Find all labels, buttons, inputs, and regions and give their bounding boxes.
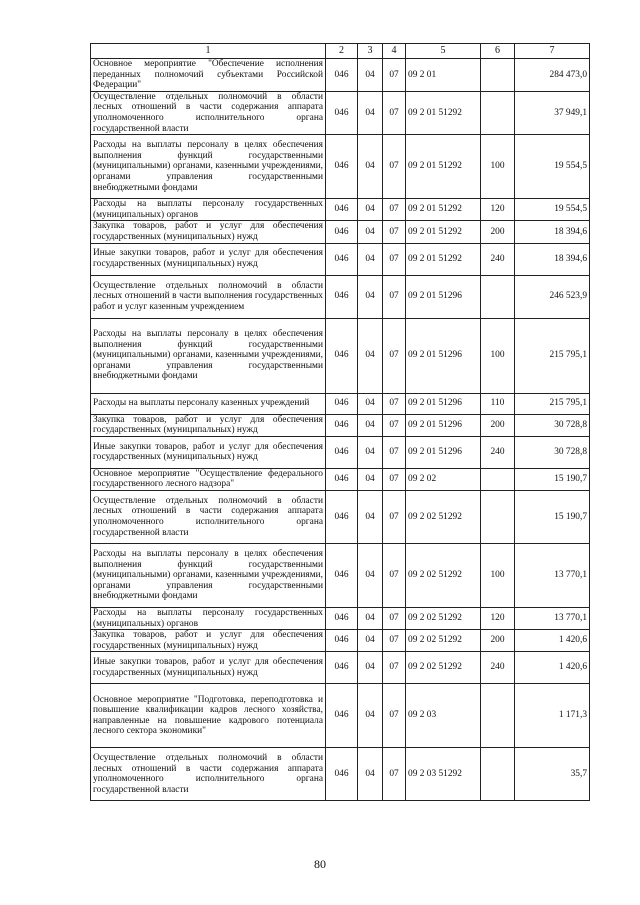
header-col-1: 1 (91, 44, 326, 59)
table-row (91, 684, 590, 748)
table-row (91, 91, 590, 134)
cell-csr: 09 2 03 51292 (406, 748, 481, 801)
cell-vr (481, 468, 515, 490)
cell-rz: 04 (358, 91, 383, 134)
cell-sum: 13 770,1 (515, 607, 590, 629)
cell-rz: 04 (358, 490, 383, 543)
table-row (91, 748, 590, 801)
cell-sum: 215 795,1 (515, 318, 590, 393)
cell-vr (481, 684, 515, 748)
cell-name: Основное мероприятие "Осуществление федерального государственного лесного надзора" (91, 468, 326, 490)
cell-csr: 09 2 01 51296 (406, 318, 481, 393)
cell-vr: 120 (481, 607, 515, 629)
cell-ved: 046 (326, 393, 358, 414)
cell-pr: 07 (383, 684, 406, 748)
cell-ved: 046 (326, 199, 358, 221)
cell-name: Расходы на выплаты персоналу государственных (муниципальных) органов (91, 607, 326, 629)
cell-ved: 046 (326, 468, 358, 490)
cell-name: Расходы на выплаты персоналу казенных учреждений (91, 393, 326, 414)
cell-pr: 07 (383, 318, 406, 393)
table-row (91, 630, 590, 652)
cell-sum: 15 190,7 (515, 490, 590, 543)
cell-name: Основное мероприятие "Подготовка, переподготовка и повышение квалификации кадров лесного хозяйства, направленные на повышение кадрового потенциала лесного сектора экономики" (91, 684, 326, 748)
cell-pr: 07 (383, 243, 406, 275)
cell-sum: 246 523,9 (515, 275, 590, 318)
cell-name: Осуществление отдельных полномочий в области лесных отношений в части содержания аппарата уполномоченного исполнительного органа государственной власти (91, 748, 326, 801)
cell-ved: 046 (326, 243, 358, 275)
cell-rz: 04 (358, 543, 383, 607)
cell-sum: 30 728,8 (515, 436, 590, 468)
cell-sum: 37 949,1 (515, 91, 590, 134)
cell-rz: 04 (358, 59, 383, 92)
table-row (91, 436, 590, 468)
cell-vr: 110 (481, 393, 515, 414)
cell-csr: 09 2 01 51296 (406, 414, 481, 436)
cell-rz: 04 (358, 199, 383, 221)
table-row (91, 607, 590, 629)
cell-ved: 046 (326, 652, 358, 684)
cell-pr: 07 (383, 607, 406, 629)
cell-pr: 07 (383, 135, 406, 199)
cell-csr: 09 2 02 51292 (406, 490, 481, 543)
cell-ved: 046 (326, 221, 358, 243)
cell-rz: 04 (358, 607, 383, 629)
cell-vr (481, 59, 515, 92)
cell-sum: 1 420,6 (515, 652, 590, 684)
cell-name: Иные закупки товаров, работ и услуг для обеспечения государственных (муниципальных) нужд (91, 652, 326, 684)
cell-csr: 09 2 01 51292 (406, 91, 481, 134)
cell-name: Закупка товаров, работ и услуг для обеспечения государственных (муниципальных) нужд (91, 630, 326, 652)
page-number: 80 (314, 857, 326, 871)
cell-name: Закупка товаров, работ и услуг для обеспечения государственных (муниципальных) нужд (91, 414, 326, 436)
cell-pr: 07 (383, 748, 406, 801)
header-col-7: 7 (515, 44, 590, 59)
cell-pr: 07 (383, 91, 406, 134)
header-col-3: 3 (358, 44, 383, 59)
cell-pr: 07 (383, 414, 406, 436)
header-col-2: 2 (326, 44, 358, 59)
budget-table (90, 43, 590, 801)
cell-ved: 046 (326, 414, 358, 436)
cell-csr: 09 2 03 (406, 684, 481, 748)
cell-ved: 046 (326, 607, 358, 629)
cell-ved: 046 (326, 436, 358, 468)
cell-vr: 120 (481, 199, 515, 221)
cell-csr: 09 2 02 51292 (406, 607, 481, 629)
cell-pr: 07 (383, 393, 406, 414)
cell-rz: 04 (358, 468, 383, 490)
table-row (91, 221, 590, 243)
table-row (91, 135, 590, 199)
cell-vr: 100 (481, 318, 515, 393)
cell-pr: 07 (383, 652, 406, 684)
cell-vr: 100 (481, 135, 515, 199)
cell-ved: 046 (326, 630, 358, 652)
cell-csr: 09 2 01 (406, 59, 481, 92)
cell-vr: 200 (481, 630, 515, 652)
cell-rz: 04 (358, 652, 383, 684)
cell-name: Расходы на выплаты персоналу в целях обеспечения выполнения функций государственными (муниципальными) органами, казенными учреждениями, органами управления государственными внебюджетными фондами (91, 318, 326, 393)
cell-pr: 07 (383, 468, 406, 490)
table-row (91, 199, 590, 221)
table-row (91, 414, 590, 436)
cell-ved: 046 (326, 91, 358, 134)
cell-csr: 09 2 01 51296 (406, 393, 481, 414)
cell-sum: 1 420,6 (515, 630, 590, 652)
cell-name: Осуществление отдельных полномочий в области лесных отношений в части выполнения государственных работ и услуг казенным учреждением (91, 275, 326, 318)
header-col-6: 6 (481, 44, 515, 59)
cell-pr: 07 (383, 221, 406, 243)
cell-rz: 04 (358, 135, 383, 199)
cell-pr: 07 (383, 275, 406, 318)
cell-name: Иные закупки товаров, работ и услуг для обеспечения государственных (муниципальных) нужд (91, 436, 326, 468)
cell-ved: 046 (326, 490, 358, 543)
cell-rz: 04 (358, 684, 383, 748)
cell-name: Расходы на выплаты персоналу государственных (муниципальных) органов (91, 199, 326, 221)
table-row (91, 393, 590, 414)
cell-csr: 09 2 02 (406, 468, 481, 490)
cell-name: Закупка товаров, работ и услуг для обеспечения государственных (муниципальных) нужд (91, 221, 326, 243)
cell-vr: 240 (481, 652, 515, 684)
cell-sum: 18 394,6 (515, 221, 590, 243)
cell-rz: 04 (358, 414, 383, 436)
cell-vr (481, 275, 515, 318)
cell-ved: 046 (326, 684, 358, 748)
cell-name: Осуществление отдельных полномочий в области лесных отношений в части содержания аппарата уполномоченного исполнительного органа государственной власти (91, 91, 326, 134)
cell-pr: 07 (383, 199, 406, 221)
cell-pr: 07 (383, 436, 406, 468)
cell-sum: 30 728,8 (515, 414, 590, 436)
table-row (91, 318, 590, 393)
cell-rz: 04 (358, 748, 383, 801)
cell-ved: 046 (326, 318, 358, 393)
table-row (91, 468, 590, 490)
cell-ved: 046 (326, 543, 358, 607)
cell-rz: 04 (358, 243, 383, 275)
cell-sum: 18 394,6 (515, 243, 590, 275)
cell-name: Расходы на выплаты персоналу в целях обеспечения выполнения функций государственными (муниципальными) органами, казенными учреждениями, органами управления государственными внебюджетными фондами (91, 543, 326, 607)
cell-csr: 09 2 02 51292 (406, 630, 481, 652)
cell-sum: 19 554,5 (515, 199, 590, 221)
table-row (91, 490, 590, 543)
cell-vr: 240 (481, 436, 515, 468)
cell-pr: 07 (383, 543, 406, 607)
cell-name: Основное мероприятие "Обеспечение исполнения переданных полномочий субъектами Российской Федерации" (91, 59, 326, 92)
table-row (91, 543, 590, 607)
cell-csr: 09 2 01 51292 (406, 221, 481, 243)
cell-sum: 13 770,1 (515, 543, 590, 607)
cell-csr: 09 2 02 51292 (406, 543, 481, 607)
header-col-5: 5 (406, 44, 481, 59)
cell-ved: 046 (326, 275, 358, 318)
cell-name: Иные закупки товаров, работ и услуг для обеспечения государственных (муниципальных) нужд (91, 243, 326, 275)
cell-csr: 09 2 01 51292 (406, 199, 481, 221)
table-row (91, 59, 590, 92)
cell-pr: 07 (383, 59, 406, 92)
cell-rz: 04 (358, 221, 383, 243)
cell-csr: 09 2 02 51292 (406, 652, 481, 684)
cell-pr: 07 (383, 490, 406, 543)
cell-sum: 1 171,3 (515, 684, 590, 748)
header-row (91, 44, 590, 59)
cell-rz: 04 (358, 436, 383, 468)
cell-rz: 04 (358, 630, 383, 652)
cell-vr (481, 490, 515, 543)
cell-name: Расходы на выплаты персоналу в целях обеспечения выполнения функций государственными (муниципальными) органами, казенными учреждениями, органами управления государственными внебюджетными фондами (91, 135, 326, 199)
cell-ved: 046 (326, 748, 358, 801)
cell-vr: 100 (481, 543, 515, 607)
cell-csr: 09 2 01 51296 (406, 275, 481, 318)
cell-sum: 15 190,7 (515, 468, 590, 490)
cell-name: Осуществление отдельных полномочий в области лесных отношений в части содержания аппарата уполномоченного исполнительного органа государственной власти (91, 490, 326, 543)
cell-vr (481, 748, 515, 801)
cell-vr: 200 (481, 221, 515, 243)
cell-rz: 04 (358, 393, 383, 414)
cell-rz: 04 (358, 318, 383, 393)
cell-ved: 046 (326, 59, 358, 92)
cell-sum: 215 795,1 (515, 393, 590, 414)
table-row (91, 275, 590, 318)
table-row (91, 652, 590, 684)
cell-pr: 07 (383, 630, 406, 652)
cell-csr: 09 2 01 51292 (406, 135, 481, 199)
cell-sum: 35,7 (515, 748, 590, 801)
cell-sum: 19 554,5 (515, 135, 590, 199)
header-col-4: 4 (383, 44, 406, 59)
cell-vr: 240 (481, 243, 515, 275)
table-body (91, 59, 590, 801)
cell-ved: 046 (326, 135, 358, 199)
cell-rz: 04 (358, 275, 383, 318)
cell-vr (481, 91, 515, 134)
cell-sum: 284 473,0 (515, 59, 590, 92)
table-row (91, 243, 590, 275)
cell-csr: 09 2 01 51292 (406, 243, 481, 275)
cell-vr: 200 (481, 414, 515, 436)
cell-csr: 09 2 01 51296 (406, 436, 481, 468)
